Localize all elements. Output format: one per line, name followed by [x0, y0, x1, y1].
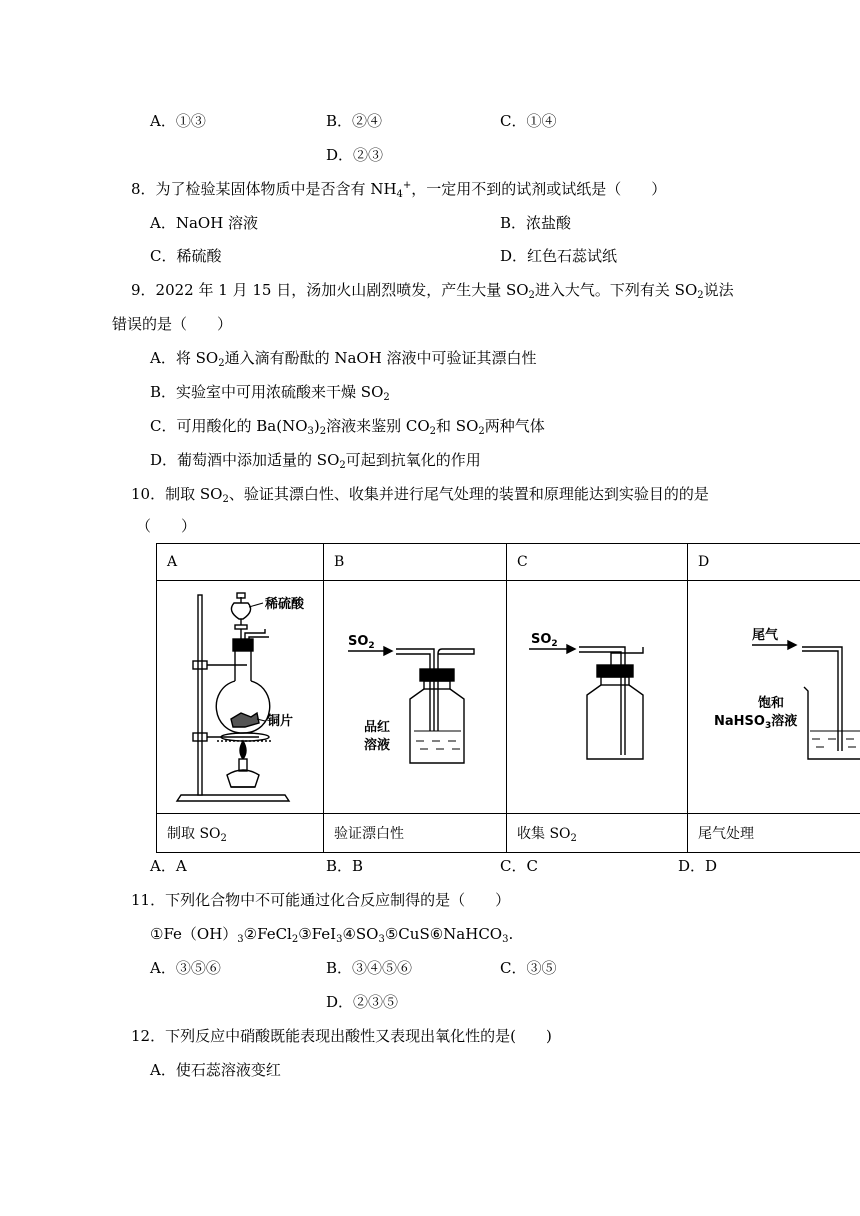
q9-stem-line1: 9．2022 年 1 月 15 日，汤加火山剧烈喷发，产生大量 $SO_2$进入大气。下列有关 $SO_2$说法 [131, 281, 734, 301]
apparatus-d-cell [688, 581, 860, 814]
pinkred-label-1: 品红 [364, 720, 391, 735]
apparatus-b-cell [324, 581, 507, 814]
tail-gas-label: 尾气 [752, 628, 779, 643]
q8-option-d: D．红色石蕊试纸 [500, 247, 618, 265]
generation-apparatus-diagram [167, 581, 323, 809]
q9-option-c: C．可用酸化的 $Ba(NO_3)_2$溶液来鉴别 $CO_2$和 $SO_2$两种气体 [150, 417, 545, 437]
tail-gas-diagram [698, 581, 860, 809]
header-a: A [157, 544, 324, 581]
pinkred-label-2: 溶液 [364, 738, 391, 753]
caption-d: 尾气处理 [688, 814, 860, 853]
apparatus-table [156, 543, 860, 853]
q9-option-a: A．将 $SO_2$通入滴有酚酞的 NaOH 溶液中可验证其漂白性 [150, 349, 537, 369]
nahso3-label: NaHSO$_3$溶液 [714, 714, 798, 731]
header-c: C [507, 544, 688, 581]
q7-option-a: A．①③ [150, 112, 206, 130]
q10-stem-line2: （ ） [136, 517, 197, 535]
q8-stem: 8．为了检验某固体物质中是否含有 $NH_4^+$，一定用不到的试剂或试纸是（ ） [131, 180, 667, 200]
dilute-acid-label: 稀硫酸 [265, 597, 305, 612]
q8-option-a: A．NaOH 溶液 [150, 214, 259, 232]
q11-compound-list: $①Fe(OH)_3②FeCl_2③FeI_3④SO_3⑤CuS⑥NaHCO_3$. [150, 925, 514, 945]
q7-option-c: C．①④ [500, 112, 557, 130]
bleaching-test-diagram [334, 581, 506, 809]
q9-option-b: B．实验室中可用浓硫酸来干燥 $SO_2$ [150, 383, 390, 403]
collection-diagram [517, 581, 687, 809]
header-d: D [688, 544, 860, 581]
apparatus-a-cell [157, 581, 324, 814]
q10-option-b: B．B [326, 857, 364, 875]
so2-label-b: $SO_2$ [348, 634, 375, 651]
q11-stem: 11．下列化合物中不可能通过化合反应制得的是（ ） [131, 891, 511, 909]
header-b: B [324, 544, 507, 581]
q12-option-a: A．使石蕊溶液变红 [150, 1061, 281, 1079]
q9-option-d: D．葡萄酒中添加适量的 $SO_2$可起到抗氧化的作用 [150, 451, 481, 471]
q7-option-d: D．②③ [326, 146, 384, 164]
q11-option-c: C．③⑤ [500, 959, 557, 977]
q8-option-b: B．浓盐酸 [500, 214, 572, 232]
q10-option-a: A．A [150, 857, 187, 875]
so2-label-c: $SO_2$ [531, 632, 558, 649]
saturated-label: 饱和 [758, 696, 785, 711]
caption-c: 收集 $SO_2$ [507, 814, 688, 853]
caption-b: 验证漂白性 [324, 814, 507, 853]
q9-stem-line2: 错误的是（ ） [112, 315, 233, 333]
q11-option-b: B．③④⑤⑥ [326, 959, 413, 977]
q12-stem: 12．下列反应中硝酸既能表现出酸性又表现出氧化性的是( ) [131, 1027, 552, 1045]
caption-a: 制取 $SO_2$ [157, 814, 324, 853]
q11-option-a: A．③⑤⑥ [150, 959, 221, 977]
q10-option-c: C．C [500, 857, 538, 875]
q8-option-c: C．稀硫酸 [150, 247, 222, 265]
q11-option-d: D．②③⑤ [326, 993, 399, 1011]
copper-label: 铜片 [267, 714, 294, 729]
q10-option-d: D．D [678, 857, 718, 875]
q10-stem-line1: 10．制取 $SO_2$、验证其漂白性、收集并进行尾气处理的装置和原理能达到实验目的的是 [131, 485, 709, 505]
q7-option-b: B．②④ [326, 112, 383, 130]
apparatus-c-cell [507, 581, 688, 814]
